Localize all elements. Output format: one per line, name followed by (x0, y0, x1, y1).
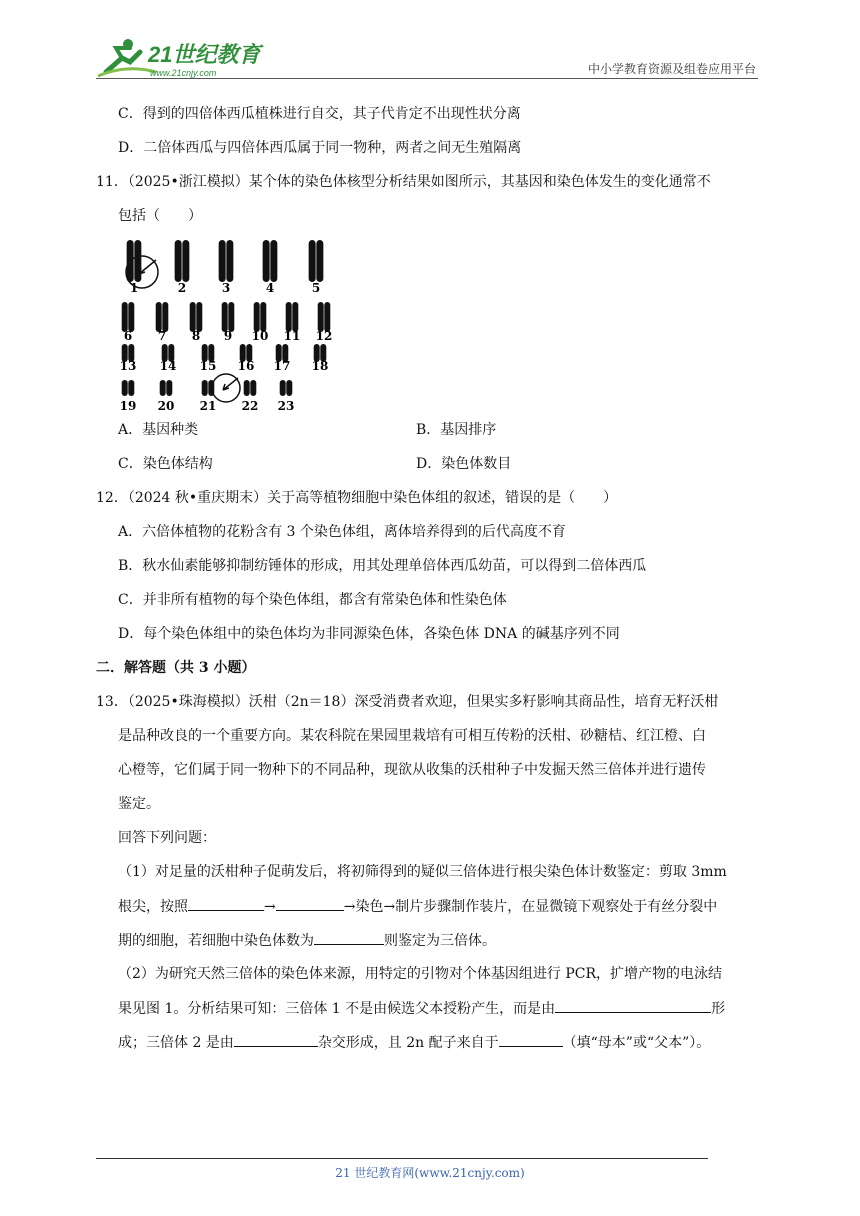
chromosome-label: 16 (237, 359, 255, 373)
q13-prompt: 回答下列问题： (118, 830, 216, 846)
chromosome-pair (175, 240, 190, 282)
chromosome-label: 7 (157, 329, 167, 343)
q11-option-c: C．染色体结构 (118, 456, 213, 472)
q13-sub2-line3 (118, 1032, 710, 1053)
chromosome-pair (286, 302, 299, 332)
chromosome-pair (263, 240, 278, 282)
q13-sub2-text-b: 形 (711, 1001, 726, 1017)
q13-sub1-arrow: → (264, 899, 276, 915)
q13-sub2-line1: （2）为研究天然三倍体的染色体来源，用特定的引物对个体基因组进行 PCR，扩增产物的电泳结 (118, 966, 723, 982)
q12-option-a: A．六倍体植物的花粉含有 3 个染色体组，离体培养得到的后代高度不育 (118, 524, 566, 540)
chromosome-pair (219, 240, 234, 282)
q10-option-c: C．得到的四倍体西瓜植株进行自交，其子代肯定不出现性状分离 (118, 106, 521, 122)
q11-stem-line2: 包括（ ） (118, 208, 202, 224)
q11-option-b: B．基因排序 (416, 422, 497, 438)
chromosome-label: 13 (119, 359, 137, 373)
chromosome-label: 21 (199, 399, 217, 413)
site-logo (96, 34, 266, 80)
q13-sub1-line3 (118, 930, 496, 951)
q13-para-line2: 是品种改良的一个重要方向。某农科院在果园里栽培有可相互传粉的沃柑、砂糖桔、红江橙、白 (118, 728, 706, 744)
q13-sub2-text-c: 成；三倍体 2 是由 (118, 1035, 234, 1051)
q12-option-b: B．秋水仙素能够抑制纺锤体的形成，用其处理单倍体西瓜幼苗，可以得到二倍体西瓜 (118, 558, 647, 574)
q13-sub2-line2 (118, 998, 725, 1019)
q13-sub2-text-e: （填“母本”或“父本”）。 (562, 1035, 711, 1051)
chromosome-label: 10 (251, 329, 269, 343)
chromosome-label: 5 (311, 281, 321, 295)
answer-blank-6[interactable] (499, 1032, 563, 1047)
logo-url: www.21cnjy.com (150, 68, 217, 78)
logo-text: 21世纪教育 (148, 42, 261, 67)
chromosome-pair (122, 380, 135, 396)
chromosome-label: 17 (273, 359, 291, 373)
arrow-icon (223, 378, 238, 390)
chromosome-pair (190, 302, 203, 332)
section-title: 二．解答题（共 3 小题） (96, 660, 256, 676)
answer-blank-2[interactable] (276, 896, 344, 911)
chromosome-label: 3 (221, 281, 231, 295)
q10-option-d: D．二倍体西瓜与四倍体西瓜属于同一物种，两者之间无生殖隔离 (118, 140, 522, 156)
chromosome-pair (127, 240, 142, 282)
q13-sub2-text-d: 杂交形成，且 2n 配子来自于 (317, 1035, 499, 1051)
chromosome-pair (160, 380, 173, 396)
q13-para-line3: 心橙等，它们属于同一物种下的不同品种，现欲从收集的沃柑种子中发掘天然三倍体并进行遗传 (118, 762, 706, 778)
q13-sub1-line2 (118, 896, 717, 917)
chromosome-label: 18 (311, 359, 329, 373)
chromosome-label: 11 (283, 329, 301, 343)
q12-stem: 12．（2024 秋•重庆期末）关于高等植物细胞中染色体组的叙述，错误的是（ ） (96, 490, 618, 506)
chromosome-label: 8 (191, 329, 201, 343)
chromosome-pair (280, 380, 293, 396)
footer-text: 21 世纪教育网(www.21cnjy.com) (335, 1166, 525, 1180)
chromosome-pair (122, 302, 135, 332)
arrow-icon (139, 260, 156, 274)
chromosome-label: 23 (277, 399, 295, 413)
q13-sub2-text-a: 果见图 1。分析结果可知：三倍体 1 不是由候选父本授粉产生，而是由 (118, 1001, 556, 1017)
chromosome-pair (254, 302, 267, 332)
q11-stem-line1: 11．（2025•浙江模拟）某个体的染色体核型分析结果如图所示，其基因和染色体发生的变化通常不 (96, 174, 711, 190)
chromosome-label: 19 (119, 399, 137, 413)
q13-para-line4: 鉴定。 (118, 796, 160, 812)
header-divider (96, 78, 758, 79)
q13-sub1-text-a: 根尖，按照 (118, 899, 188, 915)
chromosome-pair (309, 240, 324, 282)
chromosome-label: 15 (199, 359, 217, 373)
chromosome-pair (244, 380, 257, 396)
q13-sub1-line1: （1）对足量的沃柑种子促萌发后，将初筛得到的疑似三倍体进行根尖染色体计数鉴定：剪取 3mm (118, 864, 727, 880)
q13-sub1-text-d: 则鉴定为三倍体。 (384, 933, 496, 949)
chromosome-label: 20 (157, 399, 175, 413)
chromosome-pair (318, 302, 331, 332)
chromosome-label: 12 (315, 329, 333, 343)
chromosome-label: 1 (129, 281, 139, 295)
q12-option-c: C．并非所有植物的每个染色体组，都含有常染色体和性染色体 (118, 592, 507, 608)
chromosome-label: 14 (159, 359, 177, 373)
footer-divider (96, 1158, 708, 1159)
chromosome-pair (156, 302, 169, 332)
chromosome-pair (222, 302, 235, 332)
q13-sub1-text-b: →染色→制片步骤制作装片，在显微镜下观察处于有丝分裂中 (343, 899, 718, 915)
answer-blank-4[interactable] (555, 998, 711, 1013)
answer-blank-1[interactable] (188, 896, 264, 911)
q11-option-d: D．染色体数目 (416, 456, 512, 472)
q13-sub1-text-c: 期的细胞，若细胞中染色体数为 (118, 933, 314, 949)
chromosome-label: 22 (241, 399, 259, 413)
q11-option-a: A．基因种类 (118, 422, 199, 438)
answer-blank-3[interactable] (314, 930, 384, 945)
chromosome-label: 4 (265, 281, 275, 295)
answer-blank-5[interactable] (234, 1032, 318, 1047)
chromosome-label: 2 (177, 281, 187, 295)
q13-para-line1: 13．（2025•珠海模拟）沃柑（2n＝18）深受消费者欢迎，但果实多籽影响其商品性，培育无籽沃柑 (96, 694, 719, 710)
chromosome-label: 6 (123, 329, 133, 343)
karyotype-figure (112, 228, 344, 414)
platform-title: 中小学教育资源及组卷应用平台 (587, 62, 756, 76)
chromosome-label: 9 (223, 329, 233, 343)
q12-option-d: D．每个染色体组中的染色体均为非同源染色体，各染色体 DNA 的碱基序列不同 (118, 626, 620, 642)
